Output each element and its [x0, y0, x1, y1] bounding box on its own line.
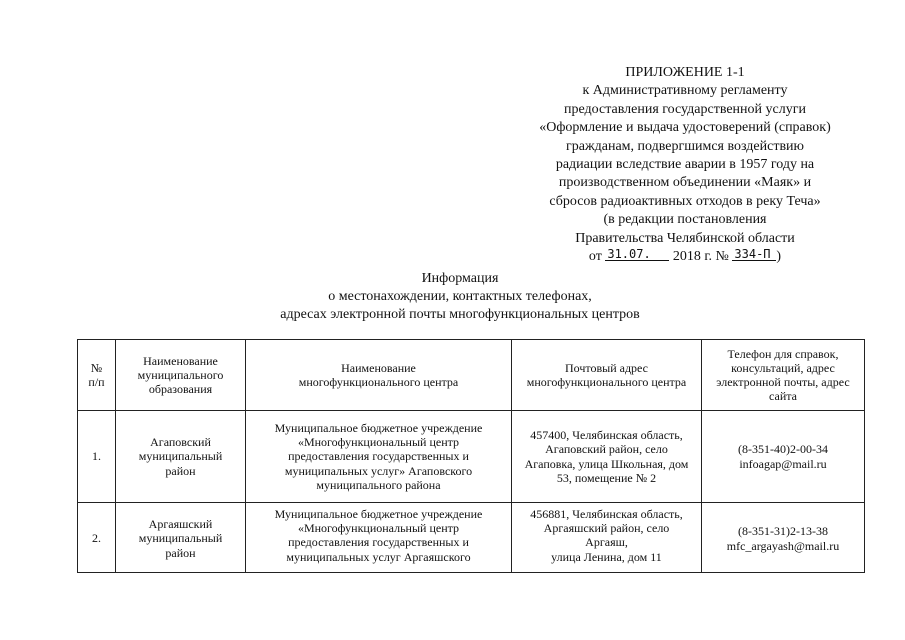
cell-municipality: Агаповский муниципальный район	[116, 411, 246, 503]
appendix-line: (в редакции постановления	[603, 212, 767, 228]
heading-title: Информация	[421, 271, 499, 286]
table-header-row	[78, 340, 865, 411]
phone-number: (8-351-31)2-13-38	[738, 524, 828, 539]
cell-contacts	[702, 503, 865, 573]
appendix-line: сбросов радиоактивных отходов в реку Теча»	[549, 193, 821, 209]
appendix-line: гражданам, подвергшимся воздействию	[565, 138, 805, 154]
appendix-line: производственном объединении «Маяк» и	[558, 175, 812, 191]
decree-date-line	[500, 248, 870, 266]
handwritten-date: 31.07.	[605, 248, 669, 261]
email-address: mfc_argayash@mail.ru	[726, 538, 840, 553]
appendix-line: радиации вследствие аварии в 1957 году на	[555, 157, 815, 173]
appendix-title: ПРИЛОЖЕНИЕ 1-1	[625, 65, 745, 80]
header-num: № п/п	[78, 340, 116, 411]
cell-center: Муниципальное бюджетное учреждение «Многофункциональный центр предоставления государственных и муниципальных услуг» Агаповского муниципального района	[246, 411, 512, 503]
document-heading	[160, 270, 760, 324]
appendix-line: «Оформление и выдача удостоверений (справок)	[539, 120, 831, 136]
cell-num: 1.	[78, 411, 116, 503]
mfc-info-table	[77, 339, 865, 573]
phone-number: (8-351-40)2-00-34	[738, 442, 828, 457]
date-prefix: от	[588, 249, 602, 265]
cell-num: 2.	[78, 503, 116, 573]
cell-municipality: Аргаяшский муниципальный район	[116, 503, 246, 573]
appendix-block	[500, 64, 870, 266]
handwritten-number: 334-П	[732, 248, 776, 261]
header-address: Почтовый адрес многофункционального центра	[512, 340, 702, 411]
header-center: Наименование многофункционального центра	[246, 340, 512, 411]
email-address: infoagap@mail.ru	[739, 456, 827, 471]
appendix-line: Правительства Челябинской области	[575, 230, 795, 246]
decree-year: 2018 г. №	[672, 249, 729, 265]
table-row	[78, 503, 865, 573]
cell-contacts	[702, 411, 865, 503]
table-row	[78, 411, 865, 503]
cell-center: Муниципальное бюджетное учреждение «Многофункциональный центр предоставления государственных и муниципальных услуг Аргаяшского	[246, 503, 512, 573]
closing-paren: )	[776, 249, 782, 265]
appendix-line: предоставления государственной услуги	[564, 101, 806, 117]
cell-address: 456881, Челябинская область, Аргаяшский район, село Аргаяш, улица Ленина, дом 11	[512, 503, 702, 573]
heading-line: адресах электронной почты многофункциональных центров	[280, 307, 640, 322]
header-contacts: Телефон для справок, консультаций, адрес электронной почты, адрес сайта	[702, 340, 865, 411]
page-bottom-margin	[77, 574, 867, 640]
heading-line: о местонахождении, контактных телефонах,	[328, 289, 592, 304]
cell-address: 457400, Челябинская область, Агаповский район, село Агаповка, улица Школьная, дом 53, помещение № 2	[512, 411, 702, 503]
appendix-line: к Административному регламенту	[582, 83, 788, 99]
header-municipality: Наименование муниципального образования	[116, 340, 246, 411]
